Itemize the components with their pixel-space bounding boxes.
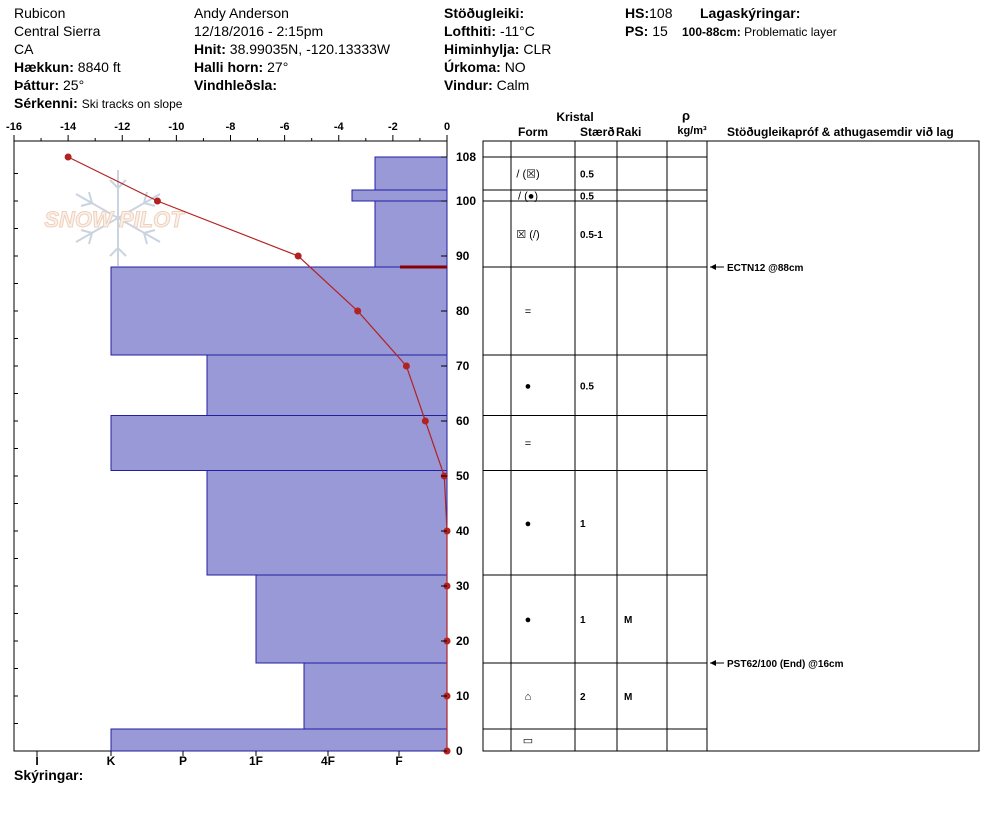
wind-value: Calm	[496, 77, 530, 93]
elevation-label: Hækkun:	[14, 59, 74, 75]
height-tick-label: 50	[456, 469, 470, 483]
test-arrow-icon	[710, 264, 716, 270]
temp-tick-label: -10	[168, 121, 185, 133]
layer-size: 2	[580, 692, 586, 703]
temp-tick-label: 0	[443, 121, 451, 133]
density-rho-header: ρ	[681, 108, 691, 123]
temp-tick-label: -4	[333, 121, 344, 133]
layer-size: 0.5-1	[580, 230, 603, 241]
stability-tests	[710, 263, 844, 670]
aspect-label: Þáttur:	[14, 77, 60, 93]
sky-value: CLR	[523, 41, 552, 57]
hardness-bar	[207, 471, 447, 576]
height-tick-label: 70	[456, 359, 470, 373]
height-tick-label: 30	[456, 579, 470, 593]
temp-tick-label: -14	[60, 121, 77, 133]
height-tick-label: 0	[456, 744, 463, 758]
height-tick-label: 108	[456, 150, 477, 164]
height-tick-label: 100	[456, 194, 477, 208]
layer-moisture: M	[624, 692, 633, 703]
temp-tick-label: -8	[225, 121, 236, 133]
layer-size: 1	[580, 518, 586, 530]
sky-label: Himinhylja:	[444, 41, 520, 57]
layer-size: 0.5	[580, 381, 594, 393]
coords-value: 38.99035N, -120.13333W	[229, 41, 391, 57]
temperature-point	[65, 154, 72, 161]
hardness-bar	[111, 729, 447, 751]
hardness-bar	[375, 201, 447, 267]
slope-label: Halli horn:	[194, 59, 264, 75]
test-result: PST62/100 (End) @16cm	[727, 659, 844, 670]
hardness-bar	[375, 157, 447, 190]
stability-comments-header: Stöðugleikapróf & athugasemdir við lag	[727, 125, 954, 139]
layer-form-symbol: =	[524, 438, 532, 450]
hs-label: HS:	[625, 5, 650, 21]
height-tick-label: 80	[456, 304, 470, 318]
hardness-tick-label: F	[395, 754, 403, 768]
height-tick-label: 90	[456, 249, 470, 263]
layer-size: 0.5	[580, 169, 594, 181]
moisture-header: Raki	[616, 125, 642, 139]
mountain-range: Central Sierra	[14, 23, 101, 39]
observer-name: Andy Anderson	[194, 5, 289, 21]
temp-tick-label: -2	[387, 121, 398, 133]
ps-label: PS:	[625, 23, 649, 39]
layer-rows	[483, 157, 707, 751]
temperature-point	[422, 418, 429, 425]
hardness-tick-label: 1F	[248, 754, 264, 768]
watermark-text: SNOW PILOT	[44, 207, 184, 232]
temperature-point	[354, 308, 361, 315]
features-label: Sérkenni:	[14, 95, 78, 111]
hardness-tick-label: 4F	[320, 754, 336, 768]
temp-tick-label: -16	[6, 121, 22, 133]
hardness-bar	[111, 416, 447, 471]
elevation-value: 8840 ft	[77, 59, 121, 75]
layer-form-symbol: ▭	[522, 735, 534, 747]
layer-form-symbol: ●	[524, 380, 532, 393]
hardness-tick-label: P	[178, 754, 188, 768]
hardness-bar	[256, 575, 447, 663]
hardness-bar	[304, 663, 447, 729]
wind-label: Vindur:	[444, 77, 493, 93]
airtemp-label: Lofthiti:	[444, 23, 497, 39]
temp-tick-label: -12	[114, 121, 131, 133]
height-tick-label: 60	[456, 414, 470, 428]
height-tick-label: 10	[456, 689, 470, 703]
precip-value: NO	[504, 59, 526, 75]
layer-form-symbol: ●	[524, 614, 532, 626]
layer-note-text: Problematic layer	[744, 25, 837, 39]
layer-form-symbol: =	[524, 306, 532, 318]
size-header: Stærð	[580, 125, 615, 139]
form-header: Form	[518, 125, 548, 139]
layer-form-symbol: / (●)	[517, 190, 539, 203]
stability-label: Stöðugleiki:	[444, 5, 525, 21]
footer-notes-label: Skýringar:	[14, 767, 84, 783]
layer-form-symbol: / (☒)	[516, 168, 540, 181]
temperature-point	[154, 198, 161, 205]
hs-value: 108	[649, 5, 673, 21]
hardness-bars	[111, 157, 447, 751]
features-value: Ski tracks on slope	[81, 97, 183, 111]
slope-value: 27°	[267, 59, 289, 75]
layer-form-symbol: ☒ (/)	[516, 229, 540, 241]
hardness-bar	[111, 267, 447, 355]
ps-value: 15	[652, 23, 668, 39]
density-unit-header: kg/m³	[677, 125, 707, 137]
height-tick-label: 40	[456, 524, 470, 538]
airtemp-value: -11°C	[499, 23, 535, 39]
test-result: ECTN12 @88cm	[727, 263, 804, 274]
layer-notes-label: Lagaskýringar:	[700, 5, 801, 21]
hardness-bar	[207, 355, 447, 416]
crystal-header: Kristal	[556, 110, 594, 124]
hardness-tick-label: I	[35, 754, 39, 768]
layer-form-symbol: ⌂	[524, 691, 532, 703]
layer-note-range: 100-88cm:	[682, 25, 741, 39]
location-name: Rubicon	[14, 5, 66, 21]
layer-moisture: M	[624, 615, 633, 626]
temp-tick-label: -6	[279, 121, 290, 133]
precip-label: Úrkoma:	[444, 59, 501, 75]
hardness-bar	[352, 190, 447, 201]
temperature-point	[403, 363, 410, 370]
aspect-value: 25°	[63, 77, 85, 93]
state: CA	[14, 41, 34, 57]
coords-label: Hnit:	[194, 41, 226, 57]
stratigraphy-table	[483, 108, 979, 751]
wind-loading-label: Vindhleðsla:	[194, 77, 277, 93]
layer-form-symbol: ●	[524, 517, 532, 530]
hardness-tick-label: K	[106, 754, 116, 768]
observation-datetime: 12/18/2016 - 2:15pm	[194, 23, 324, 39]
snowpilot-watermark	[44, 170, 185, 266]
layer-size: 0.5	[580, 191, 594, 203]
layer-size: 1	[580, 615, 586, 626]
test-arrow-icon	[710, 660, 716, 666]
temperature-point	[295, 253, 302, 260]
height-tick-label: 20	[456, 634, 470, 648]
